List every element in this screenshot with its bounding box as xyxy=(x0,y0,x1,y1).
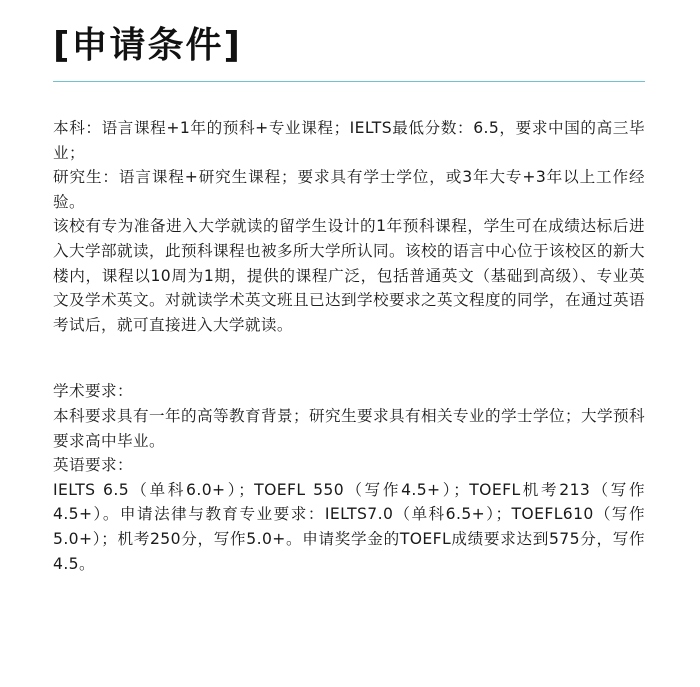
academic-requirements-label: 学术要求： xyxy=(53,382,133,401)
document-body xyxy=(53,116,645,576)
undergraduate-paragraph: 本科：语言课程+1年的预科+专业课程；IELTS最低分数：6.5，要求中国的高三毕业； xyxy=(53,119,645,162)
title-divider xyxy=(53,81,645,82)
section-gap xyxy=(53,337,645,379)
academic-requirements-text: 本科要求具有一年的高等教育背景；研究生要求具有相关专业的学士学位；大学预科要求高中毕业。 xyxy=(53,406,645,450)
page-title: [申请条件] xyxy=(53,25,242,66)
english-requirements-label: 英语要求： xyxy=(53,456,133,475)
english-requirements-text: IELTS 6.5（单科6.0+）；TOEFL 550（写作4.5+）；TOEFL机考213（写作4.5+）。申请法律与教育专业要求：IELTS7.0（单科6.5+）；TOEFL610（写作5.0+）；机考250分，写作5.0+。申请奖学金的TOEFL成绩要求达到575分，写作4.5。 xyxy=(53,480,645,573)
graduate-paragraph: 研究生：语言课程+研究生课程；要求具有学士学位，或3年大专+3年以上工作经验。 xyxy=(53,168,645,211)
school-description-paragraph: 该校有专为准备进入大学就读的留学生设计的1年预科课程，学生可在成绩达标后进入大学部就读，此预科课程也被多所大学所认同。该校的语言中心位于该校区的新大楼内，课程以10周为1期，提供的课程广泛，包括普通英文（基础到高级）、专业英文及学术英文。对就读学术英文班且已达到学校要求之英文程度的同学，在通过英语考试后，就可直接进入大学就读。 xyxy=(53,217,645,334)
